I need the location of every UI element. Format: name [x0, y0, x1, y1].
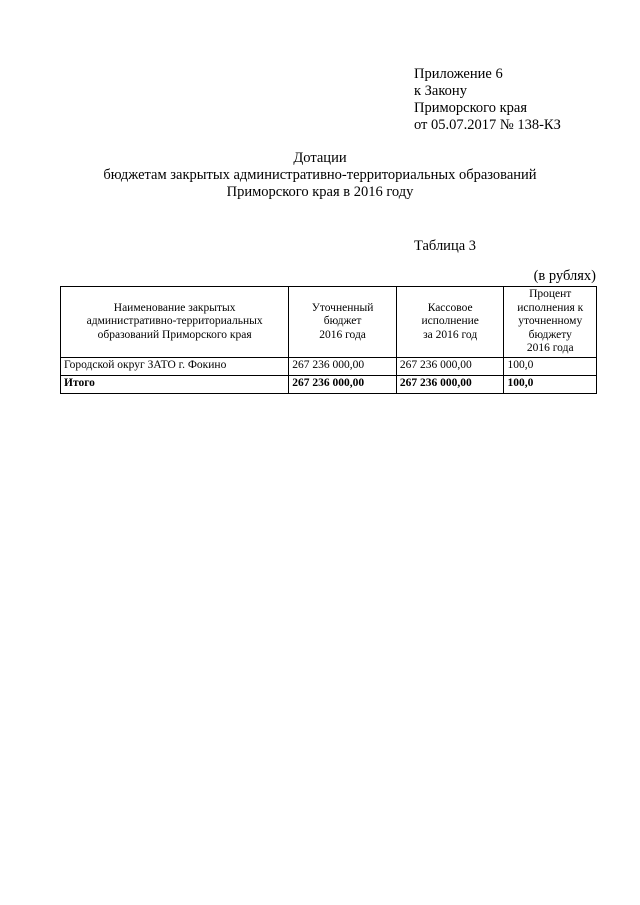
- header-name: Наименование закрытых административно-территориальных образований Приморского края: [61, 287, 289, 358]
- cell-percent: 100,0: [504, 357, 597, 375]
- cell-total-percent: 100,0: [504, 375, 597, 393]
- cell-total-execution: 267 236 000,00: [396, 375, 504, 393]
- appendix-reference: [414, 66, 561, 134]
- cell-total-label: Итого: [61, 375, 289, 393]
- header-percent: Процент исполнения к уточненному бюджету 2016 года: [504, 287, 597, 358]
- title-line: Приморского края в 2016 году: [226, 184, 414, 200]
- appendix-line: Приморского края: [414, 100, 528, 116]
- header-execution: Кассовое исполнение за 2016 год: [396, 287, 504, 358]
- table-label: Таблица 3: [414, 238, 477, 254]
- cell-total-budget: 267 236 000,00: [289, 375, 397, 393]
- appendix-line: Приложение 6: [414, 66, 503, 82]
- units-label: (в рублях): [533, 268, 596, 284]
- title-line: бюджетам закрытых административно-территориальных образований: [103, 167, 537, 183]
- appendix-line: к Закону: [414, 83, 467, 99]
- subsidies-table: [60, 286, 597, 394]
- table-row: [61, 357, 597, 375]
- cell-name: Городской округ ЗАТО г. Фокино: [61, 357, 289, 375]
- title-line: Дотации: [293, 150, 347, 166]
- cell-execution: 267 236 000,00: [396, 357, 504, 375]
- appendix-line: от 05.07.2017 № 138-КЗ: [414, 117, 561, 133]
- table-total-row: [61, 375, 597, 393]
- table-header-row: [61, 287, 597, 358]
- header-budget: Уточненный бюджет 2016 года: [289, 287, 397, 358]
- document-title: [0, 150, 640, 201]
- cell-budget: 267 236 000,00: [289, 357, 397, 375]
